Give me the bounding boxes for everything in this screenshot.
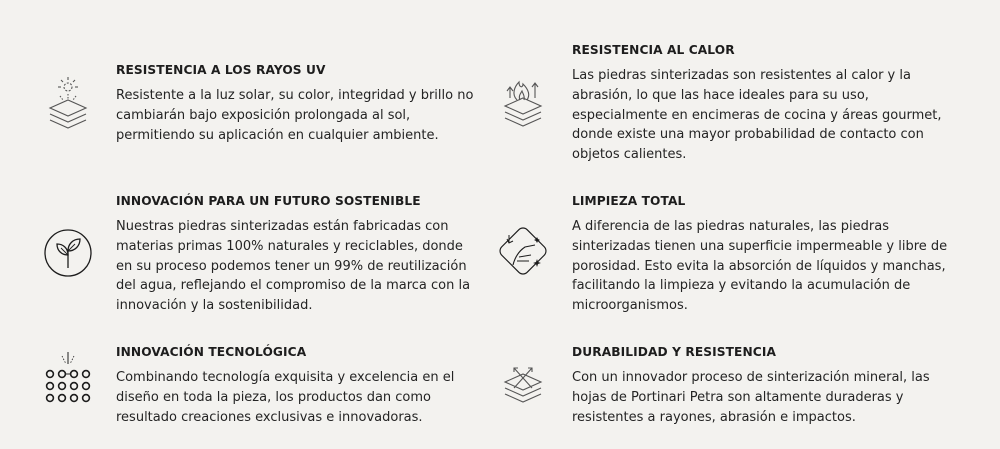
feature-description: Nuestras piedras sinterizadas están fabricadas con materias primas 100% naturales y reciclables, donde en su proceso podemos tener un 99% de reutilización del agua, reflejando el compromiso de la marca con la innovación y la sostenibilidad. (116, 219, 471, 314)
feature-title: INNOVACIÓN PARA UN FUTURO SOSTENIBLE (116, 194, 421, 208)
sprout-circle-icon (42, 225, 94, 281)
feature-title: INNOVACIÓN TECNOLÓGICA (116, 345, 307, 359)
feature-description: Con un innovador proceso de sinterización mineral, las hojas de Portinari Petra son altamente duraderas y resistentes a rayones, abrasión e impactos. (572, 370, 930, 425)
impact-arrows-layers-icon (497, 358, 549, 414)
feature-description: A diferencia de las piedras naturales, las piedras sinterizadas tienen una superficie impermeable y libre de porosidad. Esto evita la absorción de líquidos y manchas, facilitando la limpieza y evitando la acumulación de microorganismos. (572, 219, 948, 314)
feature-title: RESISTENCIA AL CALOR (572, 43, 735, 57)
uv-sun-layers-icon (42, 76, 94, 132)
feature-title: RESISTENCIA A LOS RAYOS UV (116, 63, 326, 77)
feature-title: LIMPIEZA TOTAL (572, 194, 686, 208)
feature-description: Las piedras sinterizadas son resistentes al calor y la abrasión, lo que las hace ideales para su uso, especialmente en encimeras de cocina y áreas gourmet, donde existe una mayor probabilidad de contacto con objetos calientes. (572, 68, 942, 163)
feature-title: DURABILIDAD Y RESISTENCIA (572, 345, 776, 359)
hand-wipe-sparkle-icon (497, 225, 549, 281)
feature-description: Combinando tecnología exquisita y excelencia en el diseño en toda la pieza, los productos dan como resultado creaciones exclusivas e innovadoras. (116, 370, 455, 425)
feature-description: Resistente a la luz solar, su color, integridad y brillo no cambiarán bajo exposición prolongada al sol, permitiendo su aplicación en cualquier ambiente. (116, 88, 474, 143)
dot-grid-tech-icon (42, 352, 94, 408)
heat-flame-layers-icon (497, 72, 549, 128)
